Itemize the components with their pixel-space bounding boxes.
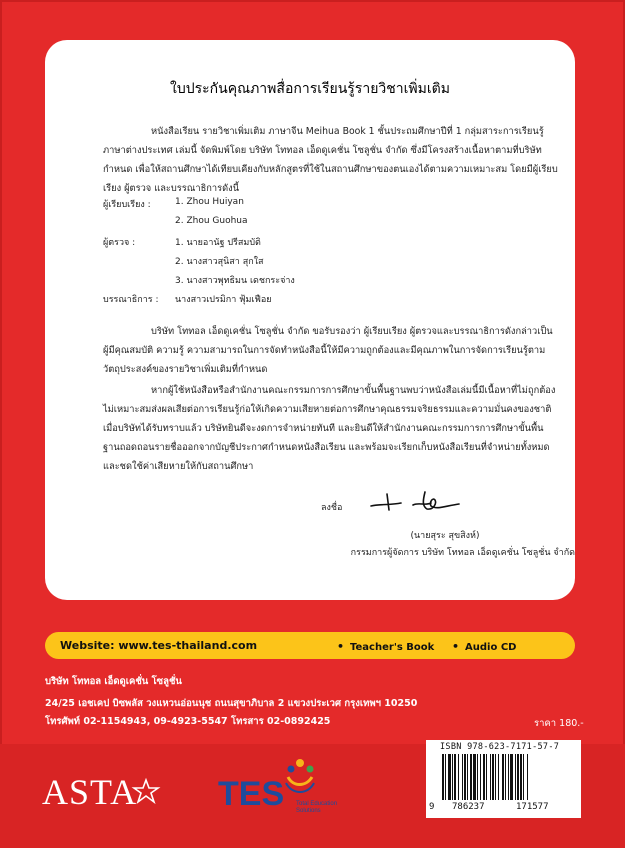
tes-logo-mark [218,755,338,819]
barcode-digits-left: 786237 [452,802,485,812]
barcode-bar [477,754,478,800]
certification-paragraph [103,322,558,379]
reviewer-2: 2. นางสาวสุนิสา สุกใส [175,257,264,267]
intro-paragraph-text: หนังสือเรียน รายวิชาเพิ่มเติม ภาษาจีน Meihua Book 1 ชั้นประถมศึกษาปีที่ 1 กลุ่มสาระการเรียนรู้ภาษาต่างประเทศ เล่มนี้ จัดพิมพ์โดย บริษัท โททอล เอ็ดดูเคชั่น โซลูชั่น จำกัด ซึ่งมีโครงสร้างเนื้อหาตามที่บริษัทกำหนด เพื่อให้สถานศึกษาได้เทียบเคียงกับหลักสูตรที่ใช้ในสถานศึกษาของตนเองได้ตามความเหมาะสม โดยมีผู้เรียบเรียง ผู้ตรวจ และบรรณาธิการดังนี้ [103,126,558,194]
barcode [426,740,581,818]
barcode-bar [442,754,444,800]
barcode-bars [440,754,568,800]
barcode-bar [486,754,487,800]
tes-tagline-2: Solutions [296,808,321,814]
reviewer-label: ผู้ตรวจ : [103,238,136,248]
barcode-bar [454,754,456,800]
company-name: บริษัท โททอล เอ็ดดูเคชั่น โซลูชั่น [45,676,182,687]
bullet-icon: • [337,640,345,653]
quality-certificate-card [45,40,575,600]
certificate-title: ใบประกันคุณภาพสื่อการเรียนรู้รายวิชาเพิ่มเติม [170,81,450,97]
barcode-bar [448,754,451,800]
reviewer-3: 3. นางสาวพุทธิมน เดชกระจ่าง [175,276,295,286]
website-link[interactable]: Website: www.tes-thailand.com [60,639,258,652]
author-1: 1. Zhou Huiyan [175,197,244,207]
intro-paragraph [103,122,558,198]
company-phone: โทรศัพท์ 02-1154943, 09-4923-5547 โทรสาร 02-0892425 [45,716,331,727]
tes-tagline-1: Total Education [296,801,338,807]
barcode-bar [490,754,491,800]
barcode-bar [470,754,472,800]
editor-label: บรรณาธิการ : [103,295,159,305]
barcode-bar [527,754,528,800]
barcode-bar [452,754,453,800]
company-address: 24/25 เอชเคป บิซพลัส วงแหวนอ่อนนุช ถนนสุขาภิบาล 2 แขวงประเวศ กรุงเทพฯ 10250 [45,698,418,709]
tes-logo [218,755,338,823]
barcode-bar [510,754,513,800]
barcode-bar [515,754,516,800]
barcode-bar [483,754,485,800]
barcode-bar [502,754,504,800]
signature-image [367,488,467,516]
barcode-bar [492,754,494,800]
liability-paragraph [103,381,558,476]
author-2: 2. Zhou Guohua [175,216,248,226]
barcode-bar [495,754,496,800]
barcode-bar [473,754,476,800]
barcode-bar [505,754,506,800]
barcode-bar [458,754,459,800]
barcode-bar [462,754,463,800]
asta-logo-text: ASTA [42,772,138,812]
teachers-book-label: Teacher's Book [350,642,435,653]
reviewer-1: 1. นายอานัฐ ปรีสมบัติ [175,238,261,248]
barcode-bar [480,754,481,800]
price-label: ราคา 180.- [534,718,584,729]
barcode-bar [517,754,519,800]
editor-name: นางสาวเปรมิกา ฟุ้มเฟือย [175,295,272,305]
signer-title: กรรมการผู้จัดการ บริษัท โททอล เอ็ดดูเคชั่น โซลูชั่น จำกัด [350,548,575,558]
certification-paragraph-text: บริษัท โททอล เอ็ดดูเคชั่น โซลูชั่น จำกัด ขอรับรองว่า ผู้เรียบเรียง ผู้ตรวจและบรรณาธิการดังกล่าวเป็นผู้มีคุณสมบัติ ความรู้ ความสามารถในการจัดทำหนังสือนี้ให้มีความถูกต้องและมีคุณภาพในการจัดการเรียนรู้ตามวัตถุประสงค์ของรายวิชาเพิ่มเติมที่กำหนด [103,326,553,375]
barcode-bar [508,754,509,800]
isbn-number: ISBN 978-623-7171-57-7 [440,742,560,752]
barcode-digits-right: 171577 [516,802,549,812]
barcode-bar [467,754,468,800]
asta-logo [42,770,162,816]
signer-name: (นายสุระ สุขสิงห์) [410,531,480,541]
asta-logo-mark [42,770,162,812]
barcode-bar [445,754,446,800]
barcode-digit-first: 9 [429,802,435,812]
tes-logo-text: TES [218,775,285,813]
signature-label: ลงชื่อ [321,503,343,513]
barcode-bar [520,754,522,800]
author-label: ผู้เรียบเรียง : [103,200,151,210]
bullet-icon: • [452,640,460,653]
teachers-book-item [337,640,434,653]
liability-paragraph-text: หากผู้ใช้หนังสือหรือสำนักงานคณะกรรมการการศึกษาขั้นพื้นฐานพบว่าหนังสือเล่มนี้มีเนื้อหาที่ไม่ถูกต้องไม่เหมาะสมส่งผลเสียต่อการเรียนรู้ก่อให้เกิดความเสียหายต่อการศึกษาคุณธรรมจริยธรรมและความมั่นคงของชาติ เมื่อบริษัทได้รับทราบแล้ว บริษัทยินดีจะงดการจำหน่ายทันที และยินดีให้สำนักงานคณะกรรมการการศึกษาขั้นพื้นฐานถอดถอนรายชื่อออกจากบัญชีประกาศกำหนดหนังสือเรียน และพร้อมจะเรียกเก็บหนังสือเรียนที่จำหน่ายทั้งหมดและชดใช้ค่าเสียหายให้กับสถานศึกษา [103,385,556,472]
barcode-bar [464,754,466,800]
audio-cd-label: Audio CD [465,642,517,653]
barcode-bar [523,754,524,800]
audio-cd-item [452,640,516,653]
info-bar [45,632,575,659]
barcode-bar [498,754,499,800]
